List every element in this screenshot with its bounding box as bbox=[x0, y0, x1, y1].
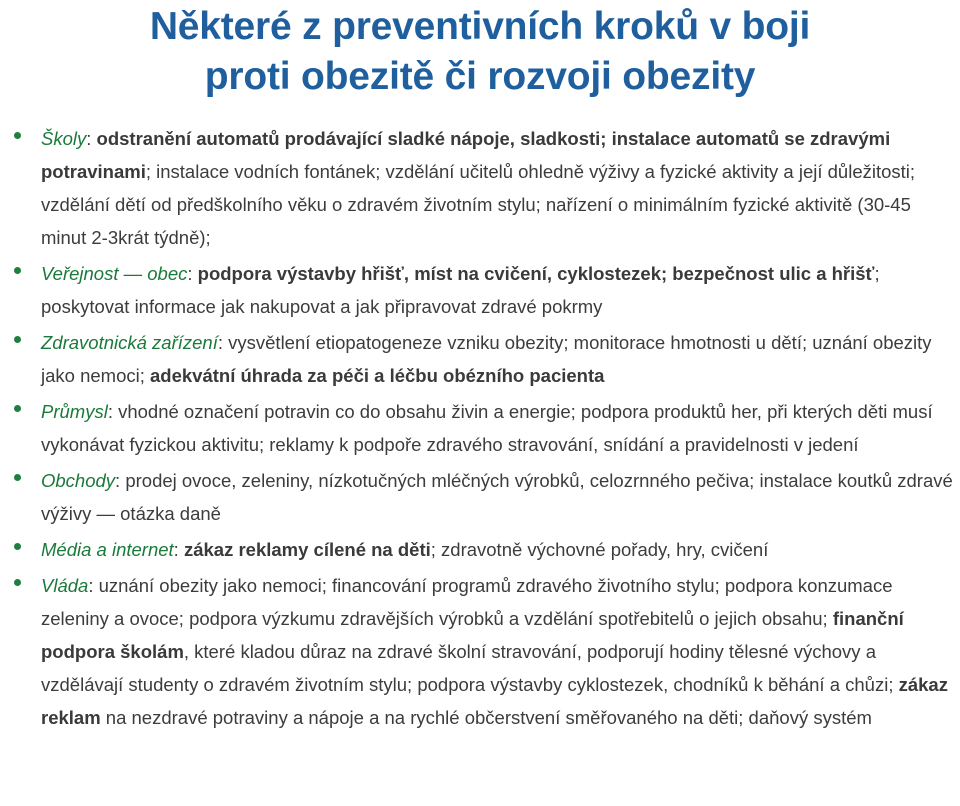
bullet-icon bbox=[14, 267, 21, 274]
bullet-bold-text: podpora výstavby hřišť, míst na cvičení, cyklostezek; bezpečnost ulic a hřišť bbox=[197, 263, 875, 284]
bullet-item bbox=[0, 533, 960, 566]
bullet-keyword: Zdravotnická zařízení bbox=[41, 332, 218, 353]
bullet-list bbox=[0, 122, 960, 737]
bullet-keyword: Vláda bbox=[41, 575, 89, 596]
bullet-text: : bbox=[86, 128, 97, 149]
bullet-text: : bbox=[173, 539, 184, 560]
bullet-icon bbox=[14, 405, 21, 412]
bullet-bold-text: zákaz reklam bbox=[41, 674, 948, 728]
bullet-text: na nezdravé potraviny a nápoje a na rychlé občerstvení směřovaného na děti; daňový systém bbox=[100, 707, 872, 728]
bullet-bold-text: finanční podpora školám bbox=[41, 608, 904, 662]
bullet-text: : vysvětlení etiopatogeneze vzniku obezity; monitorace hmotnosti u dětí; uznání obezity jako nemoci; bbox=[41, 332, 932, 386]
bullet-text: : bbox=[187, 263, 198, 284]
bullet-keyword: Obchody bbox=[41, 470, 116, 491]
bullet-item bbox=[0, 326, 960, 392]
bullet-item bbox=[0, 122, 960, 254]
bullet-text: ; zdravotně výchovné pořady, hry, cvičení bbox=[430, 539, 769, 560]
bullet-item bbox=[0, 464, 960, 530]
bullet-text: ; poskytovat informace jak nakupovat a jak připravovat zdravé pokrmy bbox=[41, 263, 880, 317]
slide-title bbox=[0, 0, 960, 102]
bullet-keyword: Školy bbox=[41, 128, 87, 149]
title-line-1: Některé z preventivních kroků v boji bbox=[149, 5, 811, 48]
bullet-text: ; instalace vodních fontánek; vzdělání učitelů ohledně výživy a fyzické aktivity a její důležitosti; vzdělání dětí od předškolního věku o zdravém životním stylu; nařízení o minimálním fyzické aktivitě (30-45 minut 2-3krát týdně); bbox=[41, 161, 916, 248]
bullet-bold-text: odstranění automatů prodávající sladké nápoje, sladkosti; instalace automatů se zdravými potravinami bbox=[41, 128, 891, 182]
bullet-text: : prodej ovoce, zeleniny, nízkotučných mléčných výrobků, celozrnného pečiva; instalace koutků zdravé výživy — otázka daně bbox=[41, 470, 953, 524]
bullet-item bbox=[0, 395, 960, 461]
bullet-icon bbox=[14, 579, 21, 586]
bullet-text: : uznání obezity jako nemoci; financování programů zdravého životního stylu; podpora konzumace zeleniny a ovoce; podpora výzkumu zdravějších výrobků a vzdělání spotřebitelů o jejich obsahu; bbox=[41, 575, 893, 629]
bullet-bold-text: adekvátní úhrada za péči a léčbu obézního pacienta bbox=[150, 365, 605, 386]
title-line-2: proti obezitě či rozvoji obezity bbox=[204, 55, 756, 98]
bullet-icon bbox=[14, 132, 21, 139]
bullet-item bbox=[0, 257, 960, 323]
bullet-keyword: Média a internet bbox=[41, 539, 174, 560]
bullet-icon bbox=[14, 336, 21, 343]
bullet-keyword: Průmysl bbox=[41, 401, 108, 422]
bullet-icon bbox=[14, 474, 21, 481]
bullet-keyword: Veřejnost — obec bbox=[41, 263, 188, 284]
bullet-bold-text: zákaz reklamy cílené na děti bbox=[183, 539, 431, 560]
bullet-text: : vhodné označení potravin co do obsahu živin a energie; podpora produktů her, při kterých děti musí vykonávat fyzickou aktivitu; reklamy k podpoře zdravého stravování, snídání a pravidelnosti v jedení bbox=[41, 401, 933, 455]
bullet-text: , které kladou důraz na zdravé školní stravování, podporují hodiny tělesné výchovy a vzdělávají studenty o zdravém životním stylu; podpora výstavby cyklostezek, chodníků k běhání a chůzi; bbox=[41, 641, 899, 695]
bullet-item bbox=[0, 569, 960, 734]
bullet-icon bbox=[14, 543, 21, 550]
